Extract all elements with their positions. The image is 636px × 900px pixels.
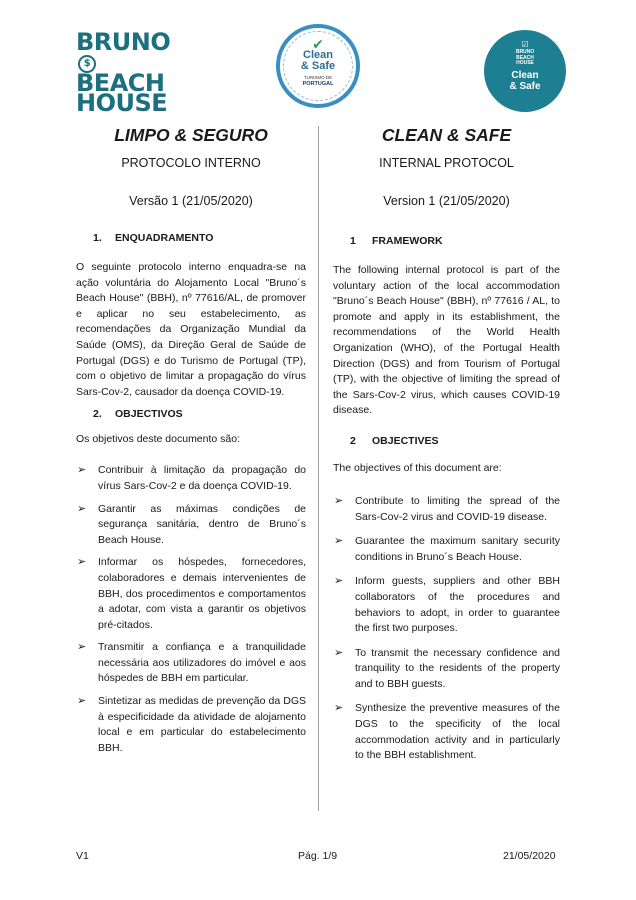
seal-label: Clean & Safe <box>509 70 541 92</box>
section-number: 1. <box>93 232 102 244</box>
section-heading <box>350 234 560 248</box>
clean-safe-brand-seal <box>484 30 566 112</box>
document-version: Version 1 (21/05/2020) <box>383 194 510 208</box>
arrow-bullet-icon: ➢ <box>77 641 87 654</box>
portuguese-column <box>76 124 306 763</box>
section-title: FRAMEWORK <box>372 235 443 247</box>
arrow-bullet-icon: ➢ <box>334 702 344 715</box>
arrow-bullet-icon: ➢ <box>77 502 87 515</box>
objectives-intro: Os objetivos deste documento são: <box>76 433 241 446</box>
section-paragraph: The following internal protocol is part of the voluntary action of the local accommodation "Bruno´s Beach House" (BBH), nº 77616 / AL, to promote and apply in its establishment, the recommendations of the World Health Organization (WHO), of the Portugal Health Direction (DGS) and from Tourism of Portugal (TP), with the objective of limiting the spread of the Sars-Cov-2 virus, which causes COVID-19 disease. <box>333 264 560 417</box>
section-paragraph: O seguinte protocolo interno enquadra-se na ação voluntária do Alojamento Local "Bruno´s Beach House" (BBH), nº 77616/AL, de promover e aplicar no seu estabelecimento, as recomendações da Organização Mundial da Saúde (OMS), da Direção Geral de Saúde de Portugal (DGS) e do Turismo de Portugal (TP), com o objetivo de limitar a propagação do vírus Sars-Cov-2, causador da doença COVID-19. <box>76 261 306 398</box>
footer-date: 21/05/2020 <box>503 850 556 862</box>
objectives-list <box>76 463 306 756</box>
arrow-bullet-icon: ➢ <box>334 646 344 659</box>
document-subtitle: INTERNAL PROTOCOL <box>379 156 514 170</box>
arrow-bullet-icon: ➢ <box>77 695 87 708</box>
objectives-intro: The objectives of this document are: <box>333 461 502 474</box>
logo-line-2: BEACH <box>76 69 165 97</box>
list-item: ➢ Guarantee the maximum sanitary security conditions in Bruno´s Beach House. <box>334 535 560 563</box>
seal-label: Clean & Safe <box>300 49 336 72</box>
footer-version: V1 <box>76 850 89 862</box>
footer-page-number: Pág. 1/9 <box>298 850 338 862</box>
arrow-bullet-icon: ➢ <box>334 494 344 507</box>
section-heading <box>350 434 560 448</box>
logo-line-1: BRUNO$ <box>76 32 166 73</box>
arrow-bullet-icon: ➢ <box>77 464 87 477</box>
clean-safe-turismo-seal <box>276 24 360 108</box>
document-title: CLEAN & SAFE <box>381 125 512 145</box>
seal-country-text: PORTUGAL <box>302 81 334 87</box>
list-item: ➢ Informar os hóspedes, fornecedores, colaboradores e demais intervenientes de BBH, dos procedimentos e comportamentos a adotar, com vista a garantir os objetivos pré-citados. <box>77 556 306 631</box>
seal-small-text: TURISMO DE <box>303 75 333 80</box>
list-item: ➢ Inform guests, suppliers and other BBH collaborators of the procedures and behaviors to adopt, in order to guarantee the first two purposes. <box>334 575 560 635</box>
list-item: ➢ Contribuir à limitação da propagação do vírus Sars-Cov-2 e da doença COVID-19. <box>77 464 306 492</box>
section-heading <box>93 231 306 245</box>
section-title: OBJECTIVOS <box>115 408 183 421</box>
list-item: ➢ Transmitir a confiança e a tranquilidade necessária aos utilizadores do imóvel e aos hóspedes de BBH em particular. <box>77 641 306 685</box>
list-item: ➢ Sintetizar as medidas de prevenção da DGS à especificidade da atividade de alojamento local e em particular do estabelecimento BBH. <box>77 695 306 754</box>
document-version: Versão 1 (21/05/2020) <box>129 194 253 208</box>
check-icon: ✔ <box>312 36 324 52</box>
section-number: 2 <box>350 434 356 447</box>
column-divider <box>318 126 319 811</box>
arrow-bullet-icon: ➢ <box>334 575 344 588</box>
bruno-beach-house-logo <box>76 28 171 117</box>
logo-dollar-mark: $ <box>78 55 96 73</box>
checkbox-icon: ☑ <box>521 40 529 49</box>
arrow-bullet-icon: ➢ <box>334 535 344 548</box>
section-number: 1 <box>350 235 356 247</box>
objectives-list <box>333 494 560 764</box>
section-title: OBJECTIVES <box>372 434 439 447</box>
list-item: ➢ To transmit the necessary confidence and tranquility to the residents of the property and to BBH guests. <box>334 646 560 690</box>
list-item: ➢ Contribute to limiting the spread of the Sars-Cov-2 virus and COVID-19 disease. <box>334 494 560 523</box>
document-subtitle: PROTOCOLO INTERNO <box>121 156 261 170</box>
arrow-bullet-icon: ➢ <box>77 556 87 569</box>
list-item: ➢ Synthesize the preventive measures of the DGS to the specificity of the local accommodation activity and in particularly to the BBH establishment. <box>334 702 560 762</box>
section-heading <box>93 407 306 421</box>
seal-brand-text: BRUNO BEACH HOUSE <box>515 49 535 66</box>
english-column <box>333 124 560 773</box>
section-number: 2. <box>93 408 102 421</box>
document-title: LIMPO & SEGURO <box>114 125 268 145</box>
list-item: ➢ Garantir as máximas condições de segurança sanitária, dentro de Bruno´s Beach House. <box>77 502 306 546</box>
logo-line-3: HOUSE <box>76 89 168 117</box>
section-title: ENQUADRAMENTO <box>115 232 214 244</box>
